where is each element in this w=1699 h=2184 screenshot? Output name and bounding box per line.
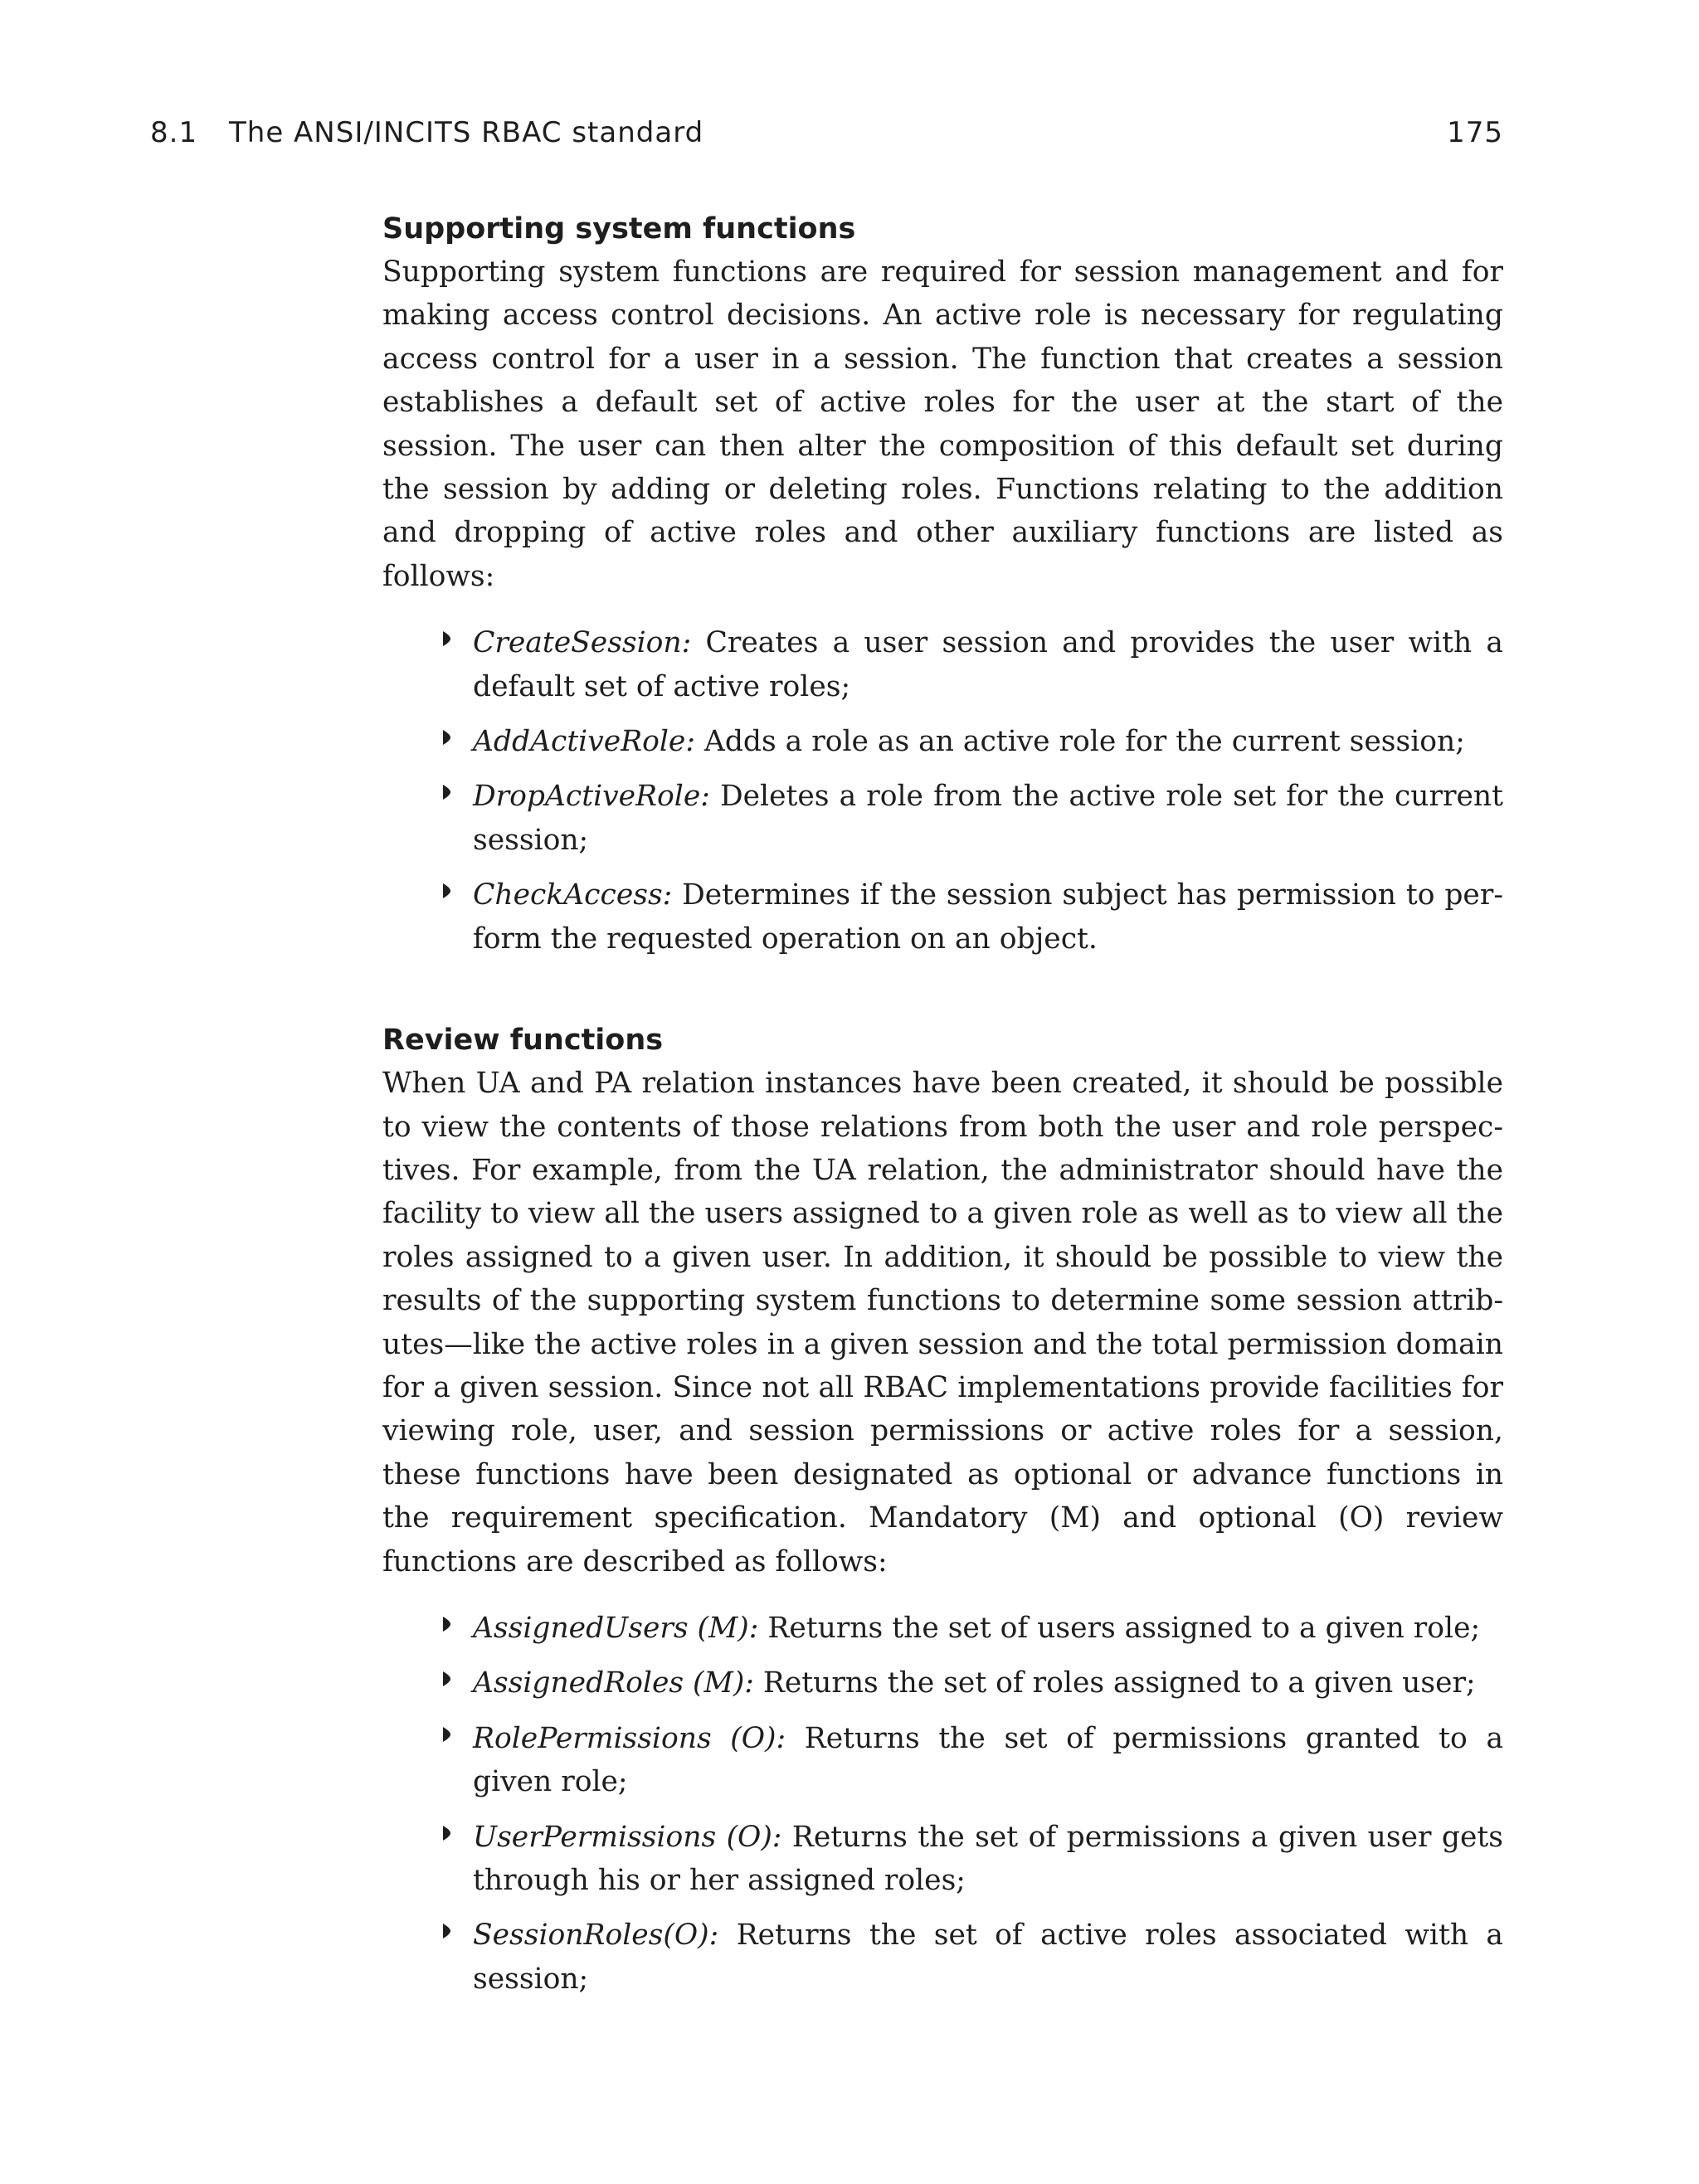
function-description: Adds a role as an active role for the current session; — [694, 725, 1465, 759]
list-item — [473, 775, 1503, 862]
section-title: The ANSI/INCITS RBAC standard — [229, 116, 704, 149]
supporting-functions-section — [382, 207, 1503, 961]
supporting-functions-heading: Supporting system functions — [382, 212, 856, 246]
bullet-icon — [441, 1725, 451, 1744]
function-description: Returns the set of permissions a given user gets through his or her assigned roles; — [473, 1820, 1503, 1897]
bullet-icon — [441, 728, 451, 747]
function-description: Returns the set of users assigned to a given role; — [758, 1611, 1481, 1645]
function-description: Creates a user session and provides the user with a default set of active roles; — [473, 626, 1503, 703]
bullet-icon — [441, 783, 451, 801]
running-head — [150, 116, 1503, 158]
function-description: Deletes a role from the active role set for the current session; — [473, 780, 1503, 857]
function-description: Determines if the session subject has permission to perform the requested operation on an object. — [473, 878, 1503, 956]
review-functions-paragraph: When UA and PA relation instances have been created, it should be possible to view the contents of those relations from both the user and role perspectives. For example, from the UA relation, the administrator should have the facility to view all the users assigned to a given role as well as to view all the roles assigned to a given user. In addition, it should be possible to view the results of the supporting system functions to determine some session attributes—like the active roles in a given session and the total permission domain for a given session. Since not all RBAC implementations provide facilities for viewing role, user, and session permissions or active roles for a session, these functions have been designated as optional or advance functions in the requirement specification. Mandatory (M) and optional (O) review functions are described as follows: — [382, 1067, 1503, 1578]
function-name: SessionRoles(O): — [473, 1919, 719, 1953]
list-item — [473, 1607, 1503, 1650]
review-functions-list — [382, 1607, 1503, 2001]
page-body — [382, 207, 1503, 2012]
list-item — [473, 1717, 1503, 1804]
function-description: Returns the set of roles assigned to a given user; — [753, 1666, 1476, 1700]
list-item — [473, 621, 1503, 708]
section-number: 8.1 — [150, 116, 198, 149]
function-name: UserPermissions (O): — [473, 1820, 782, 1854]
list-item — [473, 1816, 1503, 1903]
bullet-icon — [441, 1824, 451, 1842]
bullet-icon — [441, 882, 451, 900]
list-item — [473, 1914, 1503, 2001]
function-name: DropActiveRole: — [473, 780, 710, 814]
review-functions-heading: Review functions — [382, 1024, 664, 1058]
list-item — [473, 1661, 1503, 1705]
bullet-icon — [441, 630, 451, 648]
function-name: CreateSession: — [473, 626, 692, 660]
function-description: Returns the set of active roles associated with a session; — [473, 1919, 1503, 1996]
page-number: 175 — [1447, 116, 1503, 149]
function-name: RolePermissions (O): — [473, 1721, 786, 1755]
function-name: AssignedUsers (M): — [473, 1611, 759, 1645]
supporting-functions-list — [382, 621, 1503, 961]
function-name: AddActiveRole: — [473, 725, 695, 759]
function-description: Returns the set of permissions granted to a given role; — [473, 1721, 1504, 1799]
supporting-functions-paragraph: Supporting system functions are required for session management and for making access control decisions. An active role is necessary for regulating access control for a user in a session. The function that creates a session establishes a default set of active roles for the user at the start of the session. The user can then alter the composition of this default set during the session by adding or deleting roles. Functions relating to the addition and dropping of active roles and other auxiliary functions are listed as follows: — [382, 255, 1503, 593]
bullet-icon — [441, 1670, 451, 1688]
list-item — [473, 720, 1503, 763]
list-item — [473, 873, 1503, 961]
function-name: AssignedRoles (M): — [473, 1666, 754, 1700]
function-name: CheckAccess: — [473, 878, 673, 912]
bullet-icon — [441, 1615, 451, 1633]
review-functions-section — [382, 1019, 1503, 2001]
bullet-icon — [441, 1922, 451, 1940]
